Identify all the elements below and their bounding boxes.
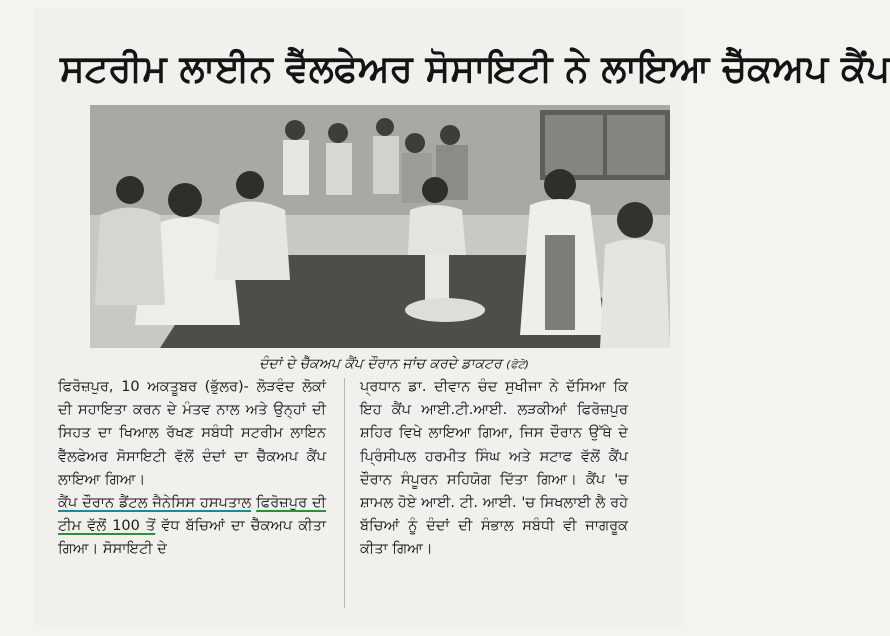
article-dateline: ਫਿਰੋਜ਼ਪੁਰ, 10 ਅਕਤੂਬਰ (ਭੁੱਲਰ)- — [58, 379, 249, 395]
column-divider — [344, 378, 345, 608]
news-photo — [90, 105, 670, 348]
photo-window-pane — [607, 115, 665, 175]
article-paragraph: ਲੋੜਵੰਦ ਲੋਕਾਂ ਦੀ ਸਹਾਇਤਾ ਕਰਨ ਦੇ ਮੰਤਵ ਨਾਲ ਅਤੇ ਉਨ੍ਹਾਂ ਦੀ ਸਿਹਤ ਦਾ ਖਿਆਲ ਰੱਖਣ ਸਬੰਧੀ ਸਟਰੀਮ ਲਾਇਨ ਵੈੱਲਫੇਅਰ ਸੋਸਾਇਟੀ ਵੱਲੋਂ ਦੰਦਾਂ ਦਾ ਚੈੱਕਅਪ ਕੈਂਪ ਲਾਇਆ ਗਿਆ। — [58, 379, 326, 488]
highlighted-text: ਫਿਰੋਜ਼ਪੁਰ ਦੀ ਟੀਮ ਵੱਲੋਂ 100 ਤੋਂ — [58, 495, 327, 535]
highlighted-text: ਕੈਂਪ ਦੌਰਾਨ ਡੈਂਟਲ ਜੈਨੇਸਿਸ ਹਸਪਤਾਲ — [58, 495, 252, 512]
headline: ਸਟਰੀਮ ਲਾਈਨ ਵੈੱਲਫੇਅਰ ਸੋਸਾਇਟੀ ਨੇ ਲਾਇਆ ਚੈੱਕਅਪ ਕੈਂਪ — [60, 47, 890, 90]
article-column-left — [58, 376, 326, 562]
news-photo-graphic — [90, 105, 670, 348]
article-paragraph: ਵੱਧ ਬੱਚਿਆਂ ਦਾ ਚੈੱਕਅਪ ਕੀਤਾ ਗਿਆ। ਸੋਸਾਇਟੀ ਦੇ — [58, 518, 327, 558]
caption-credit: (ਫੋਟੋ) — [506, 358, 529, 371]
caption-text: ਦੰਦਾਂ ਦੇ ਚੈੱਕਅਪ ਕੈਂਪ ਦੌਰਾਨ ਜਾਂਚ ਕਰਦੇ ਡਾਕਟਰ — [259, 356, 502, 372]
photo-window-pane — [545, 115, 603, 175]
article-column-right — [360, 376, 628, 562]
article-paragraph: ਪ੍ਰਧਾਨ ਡਾ. ਦੀਵਾਨ ਚੰਦ ਸੁਖੀਜਾ ਨੇ ਦੱਸਿਆ ਕਿ ਇਹ ਕੈਂਪ ਆਈ.ਟੀ.ਆਈ. ਲੜਕੀਆਂ ਫਿਰੋਜ਼ਪੁਰ ਸ਼ਹਿਰ ਵਿਖੇ ਲਾਇਆ ਗਿਆ, ਜਿਸ ਦੌਰਾਨ ਉੱਥੇ ਦੇ ਪ੍ਰਿੰਸੀਪਲ ਹਰਮੀਤ ਸਿੰਘ ਅਤੇ ਸਟਾਫ ਵੱਲੋਂ ਕੈਂਪ ਦੌਰਾਨ ਸੰਪੂਰਨ ਸਹਿਯੋਗ ਦਿੱਤਾ ਗਿਆ। ਕੈਂਪ 'ਚ ਸ਼ਾਮਲ ਹੋਏ ਆਈ. ਟੀ. ਆਈ. 'ਚ ਸਿਖਲਾਈ ਲੈ ਰਹੇ ਬੱਚਿਆਂ ਨੂੰ ਦੰਦਾਂ ਦੀ ਸੰਭਾਲ ਸਬੰਧੀ ਵੀ ਜਾਗਰੂਕ ਕੀਤਾ ਗਿਆ। — [360, 379, 628, 558]
photo-caption — [184, 354, 604, 374]
photo-bag — [405, 298, 485, 322]
